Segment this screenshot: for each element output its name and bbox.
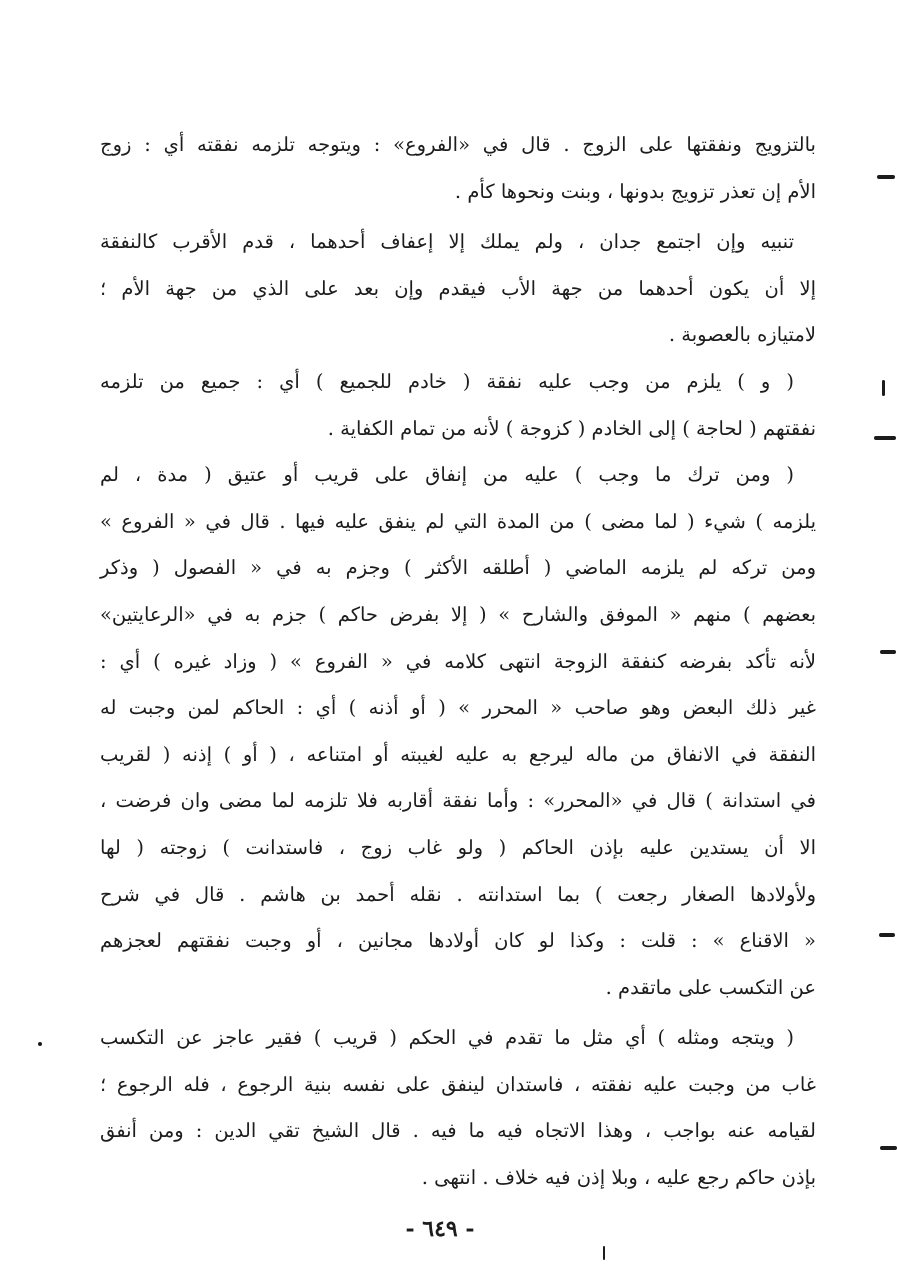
text-line: لامتيازه بالعصوبة .	[668, 323, 816, 347]
text-line: تنبيه وإن اجتمع جدان ، ولم يملك إلا إعفاف أحدهما ، قدم الأقرب كالنفقة	[100, 230, 794, 254]
text-line: إلا أن يكون أحدهما من جهة الأب فيقدم وإن بعد على الذي من جهة الأم ؛	[100, 276, 816, 300]
text-line: النفقة في الانفاق من ماله ليرجع به عليه لغيبته أو امتناعه ، ( أو ) إذنه ( لقريب	[100, 742, 816, 766]
scan-mark	[877, 175, 895, 179]
text-line: لأنه تأكد بفرضه كنفقة الزوجة انتهى كلامه في « الفروع » ( وزاد غيره ) أي :	[100, 649, 816, 673]
text-line: في استدانة ) قال في «المحرر» : وأما نفقة أقاربه فلا تلزمه لما مضى وان فرضت ،	[100, 789, 816, 813]
text-line: الا أن يستدين عليه بإذن الحاكم ( ولو غاب زوج ، فاستدانت ) زوجته ( لها	[100, 835, 816, 859]
text-line: ولأولادها الصغار رجعت ) بما استدانته . نقله أحمد بن هاشم . قال في شرح	[100, 882, 816, 906]
text-line: نفقتهم ( لحاجة ) إلى الخادم ( كزوجة ) لأنه من تمام الكفاية .	[327, 416, 816, 440]
text-line: لقيامه عنه بواجب ، وهذا الاتجاه فيه ما فيه . قال الشيخ تقي الدين : ومن أنفق	[100, 1119, 816, 1143]
body-text	[100, 122, 816, 1202]
scan-mark	[38, 1042, 42, 1046]
text-line: عن التكسب على ماتقدم .	[605, 975, 816, 999]
text-line: يلزمه ) شيء ( لما مضى ) من المدة التي لم ينفق عليه فيها . قال في « الفروع »	[100, 509, 816, 533]
text-line: ومن تركه لم يلزمه الماضي ( أطلقه الأكثر ) وجزم به في « الفصول ( وذكر	[100, 556, 816, 580]
page-number: - ٦٤٩ -	[405, 1216, 475, 1242]
text-line: ( ومن ترك ما وجب ) عليه من إنفاق على قريب أو عتيق ( مدة ، لم	[100, 463, 794, 487]
scan-mark	[603, 1246, 605, 1260]
scan-mark	[874, 436, 896, 440]
scan-mark	[880, 650, 896, 654]
text-line: غاب من وجبت عليه نفقته ، فاستدان لينفق على نفسه بنية الرجوع ، فله الرجوع ؛	[100, 1072, 816, 1096]
text-line: بإذن حاكم رجع عليه ، وبلا إذن فيه خلاف . انتهى .	[421, 1166, 816, 1190]
text-line: « الاقناع » : قلت : وكذا لو كان أولادها مجانين ، أو وجبت نفقتهم لعجزهم	[100, 929, 816, 953]
text-line: ( ويتجه ومثله ) أي مثل ما تقدم في الحكم ( قريب ) فقير عاجز عن التكسب	[100, 1026, 794, 1050]
scan-mark	[880, 1146, 897, 1150]
scan-mark	[882, 380, 885, 396]
text-line: بعضهم ) منهم « الموفق والشارح » ( إلا بفرض حاكم ) جزم به في «الرعايتين»	[100, 602, 816, 626]
text-line: ( و ) يلزم من وجب عليه نفقة ( خادم للجميع ) أي : جميع من تلزمه	[100, 369, 794, 393]
text-line: غير ذلك البعض وهو صاحب « المحرر » ( أو أذنه ) أي : الحاكم لمن وجبت له	[100, 696, 816, 720]
text-line: بالتزويج ونفقتها على الزوج . قال في «الفروع» : ويتوجه تلزمه نفقته أي : زوج	[100, 133, 816, 156]
scan-mark	[879, 933, 895, 937]
text-line: الأم إن تعذر تزويج بدونها ، وبنت ونحوها كأم .	[454, 179, 816, 203]
